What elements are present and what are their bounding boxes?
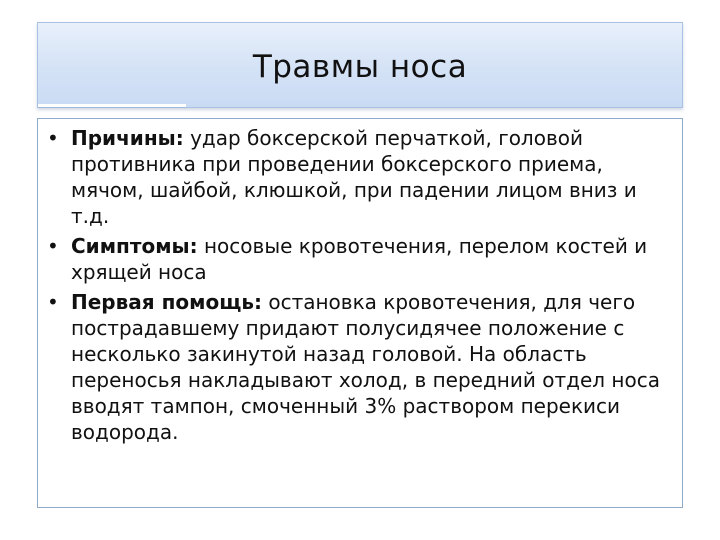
bullet-icon: • [47, 290, 59, 314]
bullet-icon: • [47, 234, 59, 258]
bullet-item-causes [38, 125, 684, 229]
bullet-text: удар боксерской перчаткой, головой противника при проведении боксерского приема, мячом, шайбой, клюшкой, при падении лицом вниз и т.д. [71, 126, 637, 228]
bullet-label: Симптомы: [71, 234, 198, 258]
bullet-item-first-aid [38, 289, 684, 445]
bullet-label: Первая помощь: [71, 290, 262, 314]
bullet-list [38, 125, 684, 449]
slide-title: Травмы носа [252, 49, 468, 85]
content-panel [37, 118, 683, 508]
bullet-label: Причины: [71, 126, 184, 150]
title-banner [37, 22, 683, 108]
bullet-item-symptoms [38, 233, 684, 285]
title-accent-bar [38, 104, 186, 108]
bullet-text: остановка кровотечения, для чего пострадавшему придают полусидячее положение с несколько закинутой назад головой. На область переносья накладывают холод, в передний отдел носа вводят тампон, смоченный 3% раствором перекиси водорода. [71, 290, 660, 444]
bullet-icon: • [47, 126, 59, 150]
bullet-text: носовые кровотечения, перелом костей и хрящей носа [71, 234, 648, 284]
